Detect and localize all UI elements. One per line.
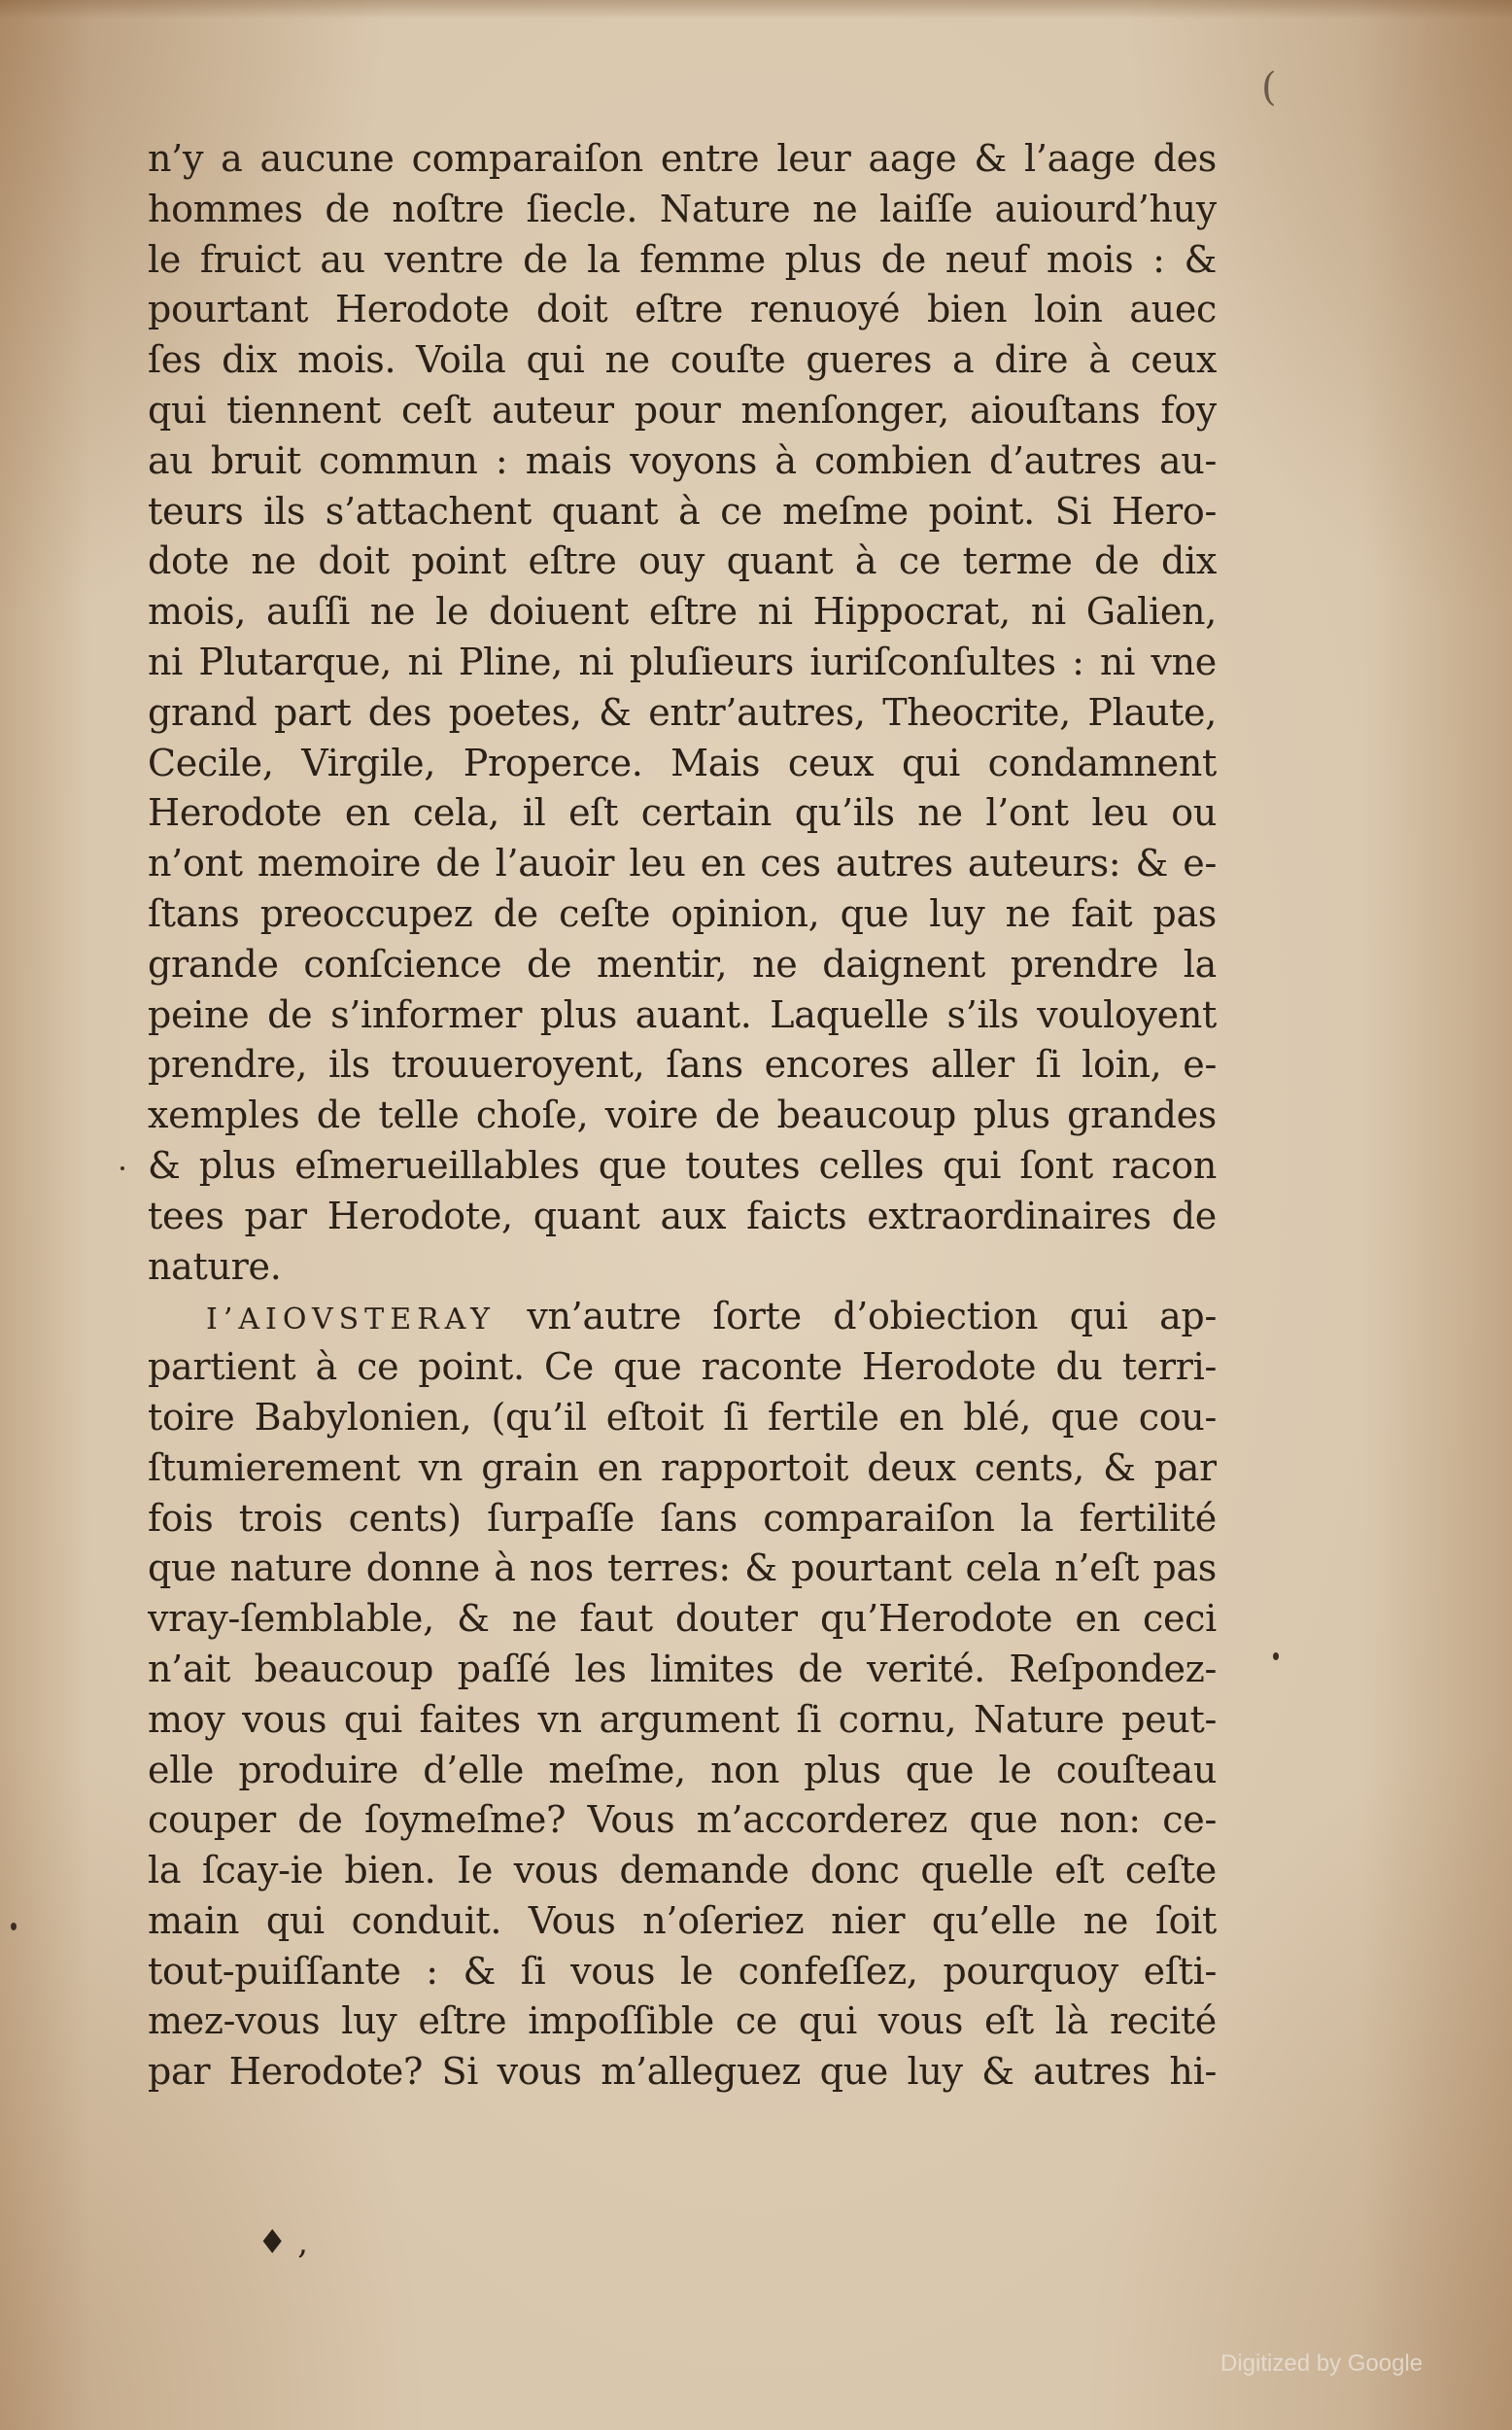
text-line: partient à ce point. Ce que raconte Herodote du terri- bbox=[148, 1345, 1217, 1389]
text-line: n’ont memoire de l’auoir leu en ces autres auteurs: & e- bbox=[148, 842, 1217, 885]
text-line: au bruit commun : mais voyons à combien d’autres au- bbox=[148, 438, 1217, 482]
paragraph-drop-word: I’AIOVSTERAY bbox=[206, 1302, 496, 1337]
text-line: pourtant Herodote doit eſtre renuoyé bien loin auec bbox=[148, 288, 1217, 331]
text-line: xemples de telle choſe, voire de beaucoup plus grandes bbox=[148, 1094, 1217, 1137]
text-line: ni Plutarque, ni Pline, ni pluſieurs iuriſconſultes : ni vne bbox=[148, 640, 1217, 683]
text-line: n’y a aucune comparaiſon entre leur aage & l’aage des bbox=[148, 137, 1217, 180]
text-line: toire Babylonien, (qu’il eſtoit ſi fertile en blé, que cou- bbox=[148, 1395, 1217, 1439]
text-line: mois, auſſi ne le doiuent eſtre ni Hippocrat, ni Galien, bbox=[148, 590, 1217, 634]
ink-speck bbox=[120, 1166, 124, 1170]
digitization-watermark: Digitized by Google bbox=[1220, 2350, 1424, 2377]
text-line: ſtans preoccupez de ceſte opinion, que luy ne fait pas bbox=[148, 891, 1217, 935]
text-line: vray-ſemblable, & ne faut douter qu’Herodote en ceci bbox=[148, 1597, 1217, 1641]
text-line: grand part des poetes, & entr’autres, Theocrite, Plaute, bbox=[148, 690, 1217, 734]
body-text bbox=[148, 134, 1217, 2098]
text-line: la ſcay-ie bien. Ie vous demande donc quelle eſt ceſte bbox=[148, 1849, 1217, 1892]
text-line: Cecile, Virgile, Properce. Mais ceux qui condamnent bbox=[148, 741, 1217, 784]
text-line: & plus eſmerueillables que toutes celles qui ſont racon bbox=[148, 1143, 1217, 1187]
text-line: Herodote en cela, il eſt certain qu’ils ne l’ont leu ou bbox=[148, 791, 1217, 835]
text-line: elle produire d’elle meſme, non plus que le couſteau bbox=[148, 1748, 1217, 1791]
text-line: hommes de noſtre ſiecle. Nature ne laiſſe auiourd’huy bbox=[148, 187, 1217, 230]
text-line: fois trois cents) ſurpaſſe ſans comparaiſon la fertilité bbox=[148, 1496, 1217, 1540]
paragraph-opening-line bbox=[148, 1292, 1217, 1342]
text-line: qui tiennent ceſt auteur pour menſonger, aiouſtans foy bbox=[148, 388, 1217, 432]
page-corner-mark: ( bbox=[1261, 65, 1277, 110]
text-line: peine de s’informer plus auant. Laquelle s’ils vouloyent bbox=[148, 992, 1217, 1036]
text-line: ſes dix mois. Voila qui ne couſte gueres a dire à ceux bbox=[148, 338, 1217, 382]
text-line: tees par Herodote, quant aux faicts extraordinaires de bbox=[148, 1194, 1217, 1237]
text-line: que nature donne à nos terres: & pourtant cela n’eſt pas bbox=[148, 1546, 1217, 1590]
text-line: main qui conduit. Vous n’oſeriez nier qu’elle ne ſoit bbox=[148, 1898, 1217, 1942]
page-edge bbox=[0, 0, 1512, 19]
text-line: ſtumierement vn grain en rapportoit deux cents, & par bbox=[148, 1445, 1217, 1489]
text-line: tout-puiſſante : & ſi vous le confeſſez, pourquoy eſti- bbox=[148, 1949, 1217, 1993]
text-line: mez-vous luy eſtre impoſſible ce qui vous eſt là recité bbox=[148, 1999, 1217, 2043]
text-line: moy vous qui faites vn argument ſi cornu, Nature peut- bbox=[148, 1697, 1217, 1741]
ink-speck bbox=[1273, 1652, 1279, 1660]
bottom-mark: ♦ , bbox=[258, 2223, 309, 2262]
text-line: nature. bbox=[148, 1244, 282, 1288]
text-line: grande conſcience de mentir, ne daignent prendre la bbox=[148, 942, 1217, 986]
text-line: par Herodote? Si vous m’alleguez que luy & autres hi- bbox=[148, 2050, 1217, 2094]
text-line: n’ait beaucoup paſſé les limites de verité. Reſpondez- bbox=[148, 1647, 1217, 1690]
text-line: couper de ſoymeſme? Vous m’accorderez que non: ce- bbox=[148, 1798, 1217, 1842]
text-line: teurs ils s’attachent quant à ce meſme point. Si Hero- bbox=[148, 489, 1217, 533]
text-fragment: vn’autre ſorte d’obiection qui ap- bbox=[495, 1295, 1217, 1338]
ink-speck bbox=[11, 1923, 17, 1930]
text-line: le fruict au ventre de la femme plus de neuf mois : & bbox=[148, 237, 1217, 281]
text-line: prendre, ils trouueroyent, ſans encores aller ſi loin, e- bbox=[148, 1043, 1217, 1087]
text-line: dote ne doit point eſtre ouy quant à ce terme de dix bbox=[148, 539, 1217, 583]
